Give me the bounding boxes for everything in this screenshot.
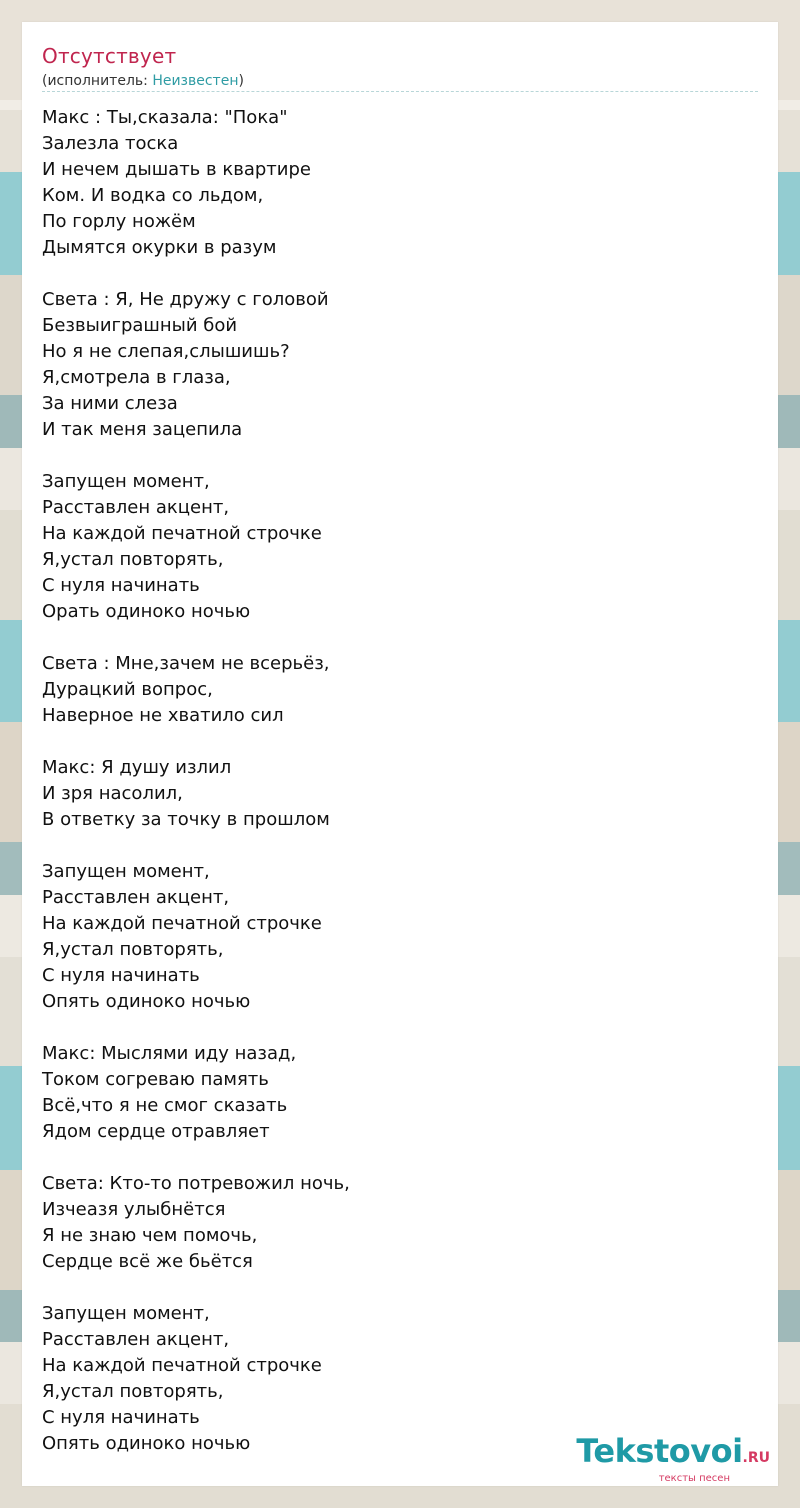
lyrics-line: Света : Я, Не дружу с головой: [42, 289, 329, 310]
lyrics-line: Ком. И водка со льдом,: [42, 185, 264, 206]
lyrics-line: Но я не слепая,слышишь?: [42, 341, 290, 362]
performer-line: [42, 72, 758, 92]
site-watermark: [576, 1434, 770, 1484]
lyrics-body: [42, 105, 758, 1457]
performer-link[interactable]: Неизвестен: [152, 73, 239, 89]
watermark-logo: [576, 1434, 770, 1475]
lyrics-line: Макс : Ты,сказала: "Пока": [42, 107, 288, 128]
lyrics-line: С нуля начинать: [42, 1407, 200, 1428]
lyrics-stanza: [42, 105, 758, 261]
lyrics-line: На каждой печатной строчке: [42, 913, 322, 934]
lyrics-stanza: [42, 755, 758, 833]
lyrics-stanza: [42, 651, 758, 729]
lyrics-line: Расставлен акцент,: [42, 497, 230, 518]
watermark-tld: .RU: [742, 1450, 770, 1466]
lyrics-line: И нечем дышать в квартире: [42, 159, 311, 180]
song-title: Отсутствует: [42, 44, 177, 68]
lyrics-line: За ними слеза: [42, 393, 178, 414]
lyrics-line: На каждой печатной строчке: [42, 1355, 322, 1376]
performer-prefix: (исполнитель:: [42, 73, 153, 89]
song-header: [42, 44, 758, 92]
lyrics-line: С нуля начинать: [42, 575, 200, 596]
lyrics-line: Всё,что я не смог сказать: [42, 1095, 288, 1116]
lyrics-line: Запущен момент,: [42, 861, 210, 882]
lyrics-line: Опять одиноко ночью: [42, 1433, 251, 1454]
lyrics-line: По горлу ножём: [42, 211, 196, 232]
lyrics-line: На каждой печатной строчке: [42, 523, 322, 544]
lyrics-line: Расставлен акцент,: [42, 1329, 230, 1350]
lyrics-line: Сердце всё же бьётся: [42, 1251, 253, 1272]
lyrics-line: Я,устал повторять,: [42, 939, 224, 960]
lyrics-line: С нуля начинать: [42, 965, 200, 986]
lyrics-line: Макс: Я душу излил: [42, 757, 232, 778]
lyrics-stanza: [42, 859, 758, 1015]
lyrics-line: Я не знаю чем помочь,: [42, 1225, 258, 1246]
lyrics-line: Дурацкий вопрос,: [42, 679, 213, 700]
lyrics-line: И зря насолил,: [42, 783, 183, 804]
lyrics-line: Дымятся окурки в разум: [42, 237, 277, 258]
watermark-tagline: тексты песен: [658, 1473, 730, 1484]
lyrics-stanza: [42, 1171, 758, 1275]
lyrics-line: Я,устал повторять,: [42, 549, 224, 570]
lyrics-line: Я,устал повторять,: [42, 1381, 224, 1402]
watermark-logo-text: Tekstovoi: [576, 1432, 743, 1470]
lyrics-line: Наверное не хватило сил: [42, 705, 284, 726]
lyrics-line: Я,смотрела в глаза,: [42, 367, 231, 388]
lyrics-stanza: [42, 1041, 758, 1145]
lyrics-line: Изчеазя улыбнётся: [42, 1199, 226, 1220]
lyrics-line: Расставлен акцент,: [42, 887, 230, 908]
lyrics-stanza: [42, 287, 758, 443]
lyrics-line: Света : Мне,зачем не всерьёз,: [42, 653, 330, 674]
lyrics-line: Запущен момент,: [42, 471, 210, 492]
performer-suffix: ): [238, 73, 244, 89]
lyrics-line: Света: Кто-то потревожил ночь,: [42, 1173, 350, 1194]
lyrics-line: Безвыиграшный бой: [42, 315, 238, 336]
lyrics-line: Током согреваю память: [42, 1069, 269, 1090]
lyrics-line: И так меня зацепила: [42, 419, 243, 440]
lyrics-line: Запущен момент,: [42, 1303, 210, 1324]
lyrics-line: В ответку за точку в прошлом: [42, 809, 330, 830]
lyrics-line: Опять одиноко ночью: [42, 991, 251, 1012]
lyrics-card: [22, 22, 778, 1486]
lyrics-line: Ядом сердце отравляет: [42, 1121, 270, 1142]
lyrics-line: Залезла тоска: [42, 133, 179, 154]
lyrics-line: Орать одиноко ночью: [42, 601, 251, 622]
lyrics-stanza: [42, 469, 758, 625]
lyrics-line: Макс: Мыслями иду назад,: [42, 1043, 297, 1064]
